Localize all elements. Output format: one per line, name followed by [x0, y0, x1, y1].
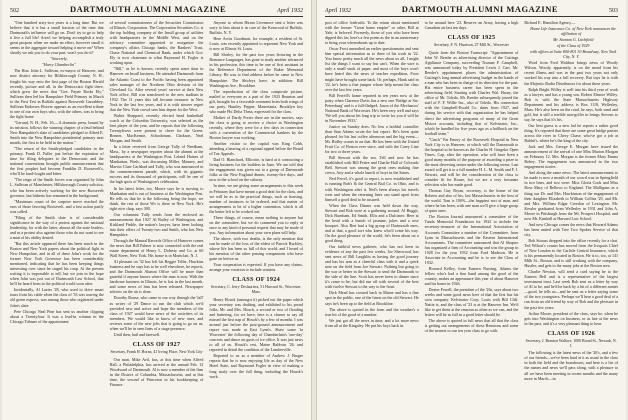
paragraph: Dick Mead has crossed back in Maine and has a fine spot in the public, one of the finest on the old Stewart. He says he's been up to the field at Brookline. [325, 290, 419, 306]
class-secretary-1927: Secretary, Frank H. Horan, 41 Irving Place, New York City [110, 349, 203, 354]
paragraph: "Filing of the Smith slate is of considerable significance in the way of a protest against the national leadership, for with the latter, almost all the state leaders, and as a protest also against those who do not want to see a man of his ability denied. [10, 214, 104, 240]
paragraph: Our faithful news gatherer, who has not been in evidence of any the past few weeks, Joe Sherwood, has sent news of Bill Laughlin as having the good journey and has his arm as a cheerful class with it and a quick note on the field from Joe Stewart. Nothing but going to the war or better in the Stewart to send the Dartmouth to the side of the line. Scott has never been to dinner since it's come to be, but did run off with several of the best with twelve Stewart to the way to the front. [325, 244, 419, 290]
paragraph: Mother of Dardy Porter there are in the movies, says the class is going to receive a choice in Washington recently, where they were for a few days in connection with a convention of the Commercial bankers by the Boston lawyer was working. [209, 114, 304, 141]
paragraph: Justice on Sunday does. No less a faithful controller than Stan Adams wrote the last report. He's been quite pleased for his last coffee afternoon and the big event—Mr. Ridley comes in on that. He has been with the United Fruit Co. of Boston ever since, and with the Carey Line for two or three years. [325, 123, 419, 155]
paragraph: Pete Chicago Neal Pine has sent us another clipping about a Twentyfour. It was a lead-in column in the Chicago Tribune of the appointment [10, 308, 104, 324]
paragraph: of the Class of 1929 [556, 43, 590, 49]
paragraph: "One hundred sixty-two years is a long time. But we believe that it is but a small fraction of the time that Dartmouth's influence will go on. Don't try to go to help it live a full life! Aren't we helping accomplish a truly great purpose when we make an effort, however small it seems in the aggregate toward helping it move on? When shortly we ask you to do your part, won't you do it? [10, 20, 104, 56]
left-column-3 [209, 20, 303, 388]
paragraph: Through the Manual Records Office of Hanover comes the news that Bill Palmer is now connected with the real estate department of Henry L. Doherty and Co. at 60 Wall Street, New York. His home is in Montclair, N. J. [109, 237, 204, 259]
left-page-date: April 1932 [277, 8, 303, 14]
class-secretary-1926: Secretary, J. Branton Wallace, 1000 Broad St., Newark, N. J. [525, 338, 617, 348]
paragraph: "Gerund, N. H., Feb. 16.—A dramatic press, bound by its mission, follows the winning chapter of a feud behind New Hampshire's slate of candidates pledged to Alfred E. Smith into the New Hampshire presidential primary next month, the first to be held in the nation." [10, 119, 104, 146]
paragraph: Quote from the Boston Transcript: "Appointment of John W. Reeder as advertising director of the Cuttings Appliance Company, succeeding Truman F. Campbell, was announced today by President Lewis J. Carr. Mr. Reeder's appointment places the administration of Cuttings's long annual advertising budget in the hands of a man who has been in charge of its direction for the past. His entire business career has been spent in the advertising field. Starting with Charles Wal. Haury, the office of Mr. Toledo, Mr. Reeder subsequently joined the staff of F. F. Willie Inc., also of Toledo. His connection with the Campbell-Ewald Co. dates from 1927, and during his service with that organization he has helped direct the advertising programs of many of the Great Motors accounts, including that of Kelvinator, Inc., which he handled for five years ago as a halfback on the football team." [424, 49, 519, 136]
paragraph: Charlie Newton, will send a card saying he to the Eastern Bell and is a representative of the largest investment trust. Last week Bob sent us a letter by way of Al to be, and he'd be back by a bit of a different matter—good, he tells us—and he sent us a letter saying some of the two youngsters. Perhaps we'll hear a good deal of a run from an old friend by way of Bob and the pleasure in the past few years. [524, 269, 619, 310]
right-page-date: April 1932 [325, 8, 351, 14]
paragraph: Thomas Guy Bryan, secretary, is the home of the Roberts and also of his, last Massachusetts in the best of the world. Tom is 100%—the happiest sort of man, and where he has been, with one man we'll give a large group of quiet ones. [424, 188, 519, 214]
paragraph: Richard E. Hamilton Agency— [524, 20, 576, 25]
paragraph: The following is the latest news of the '26's, and a few of our friends—we've been hard at it as usual in the class in both the field and the boardroom, and here is a list of the names and news we'll pass along, with a pleasure to all we have been meeting in recent months and the many more in March—in [524, 350, 619, 381]
right-column-3 [524, 20, 618, 382]
paragraph: We just got all the news in time, and a lot more news from all at the Kingsley. He put his boys back in. [325, 317, 419, 328]
paragraph: Oscar Frost unearthed an earlier questionnaire and sent him special information as to three of his work in '22. You know pretty much all the news about us all, I might list the things I want to say but can't. When the wire is only a small stack of paper, and most of the boys won't have heard this the news of teacher expedition, Frost might have brought some back. Or, perhaps, Hank said in '22, he's been a fine jumper whose help meant the class over the last few years. [325, 46, 419, 92]
paragraph: "Cinch" Pat Emery of the Roosevelt Hospital in New York City is in Hanover, at which will the Dartmouth to the hospital to be known as the Charles H. Gingelor Open Times. Cap, after the operation, who will have been a good many months of the purpose of awarding a prize to the most deserving senior under the following terms: Last award will get it to a full number H. L. M. Smith and F. J. Stewart, and will be the consideration of the class to consider fit for Rouse, but we are a very fortunate selection who has made good. [424, 136, 519, 188]
class-heading-1925: CLASS OF 1925 [447, 34, 496, 42]
paragraph: In a letter received from George Tully of Needham, Mass., by a newspaper reporter about the alumni at the headquarters at the Washington Post, Leland Haines of Manhattan, Wash., was discussing Miller, Mauney, and Marvin Clute Carlsbad and Tully, who was announced in the commencement parade, which, with its gigantic success and its thousand of participants, will be one of the high spots of Washington's celebration. [109, 144, 204, 185]
paragraph: Until then, hail and farewell. [113, 331, 161, 337]
letter-signature: "Harry Chamberlin" [42, 62, 76, 68]
paragraph: Anyone to whom Hiram Livermore sent a letter was sorry to him about it in care of the Kenwood of Buffalo, Buffalo, N. Y. [209, 20, 304, 36]
paragraph: And along the same news: The latest announcement to be made is now a month of our crowd was in Springfield in two lines, and two were: Miss Gloria Cook and Miss Rose Mary of Bellows to England. The Mulligans as a thing our Dr. and Mrs. Hawkinson of the engagement of their daughter Elizabeth to William Collins '29, and Mr. and Mrs. William Edgar Creedon of Lexington. Mr. Kessler graduated from Wellesley in 1931 and John A. Moore in Pittsburgh from the Mt. Prospect Hospital, and now Mr. Kimball at Harvard Law School. [524, 170, 619, 221]
paragraph: Bill Ferrell's home reported in ten years now at the pasty when Clarence Davis has a new one 'Bridge at Ste. Petersburg' and is a full-fledged, Jason of the Mechanics' National Bank of Worcester. He's been very well and says 'We tell you about his long trip to write for you if will be in November 1933.' [325, 92, 419, 123]
paragraph: Your cooperation is expected. If you have any claims, arrange your vacation to include reunion. [209, 262, 304, 273]
left-columns [10, 20, 303, 388]
left-page-title: DARTMOUTH ALUMNI MAGAZINE [69, 4, 227, 14]
left-column-1 [10, 20, 104, 388]
paragraph: The above is quoted in the form and the weather's a true bit of the good of a number. [325, 306, 419, 317]
paragraph: Another visitor to the capital was King Cobb, attending a hearing of a regional appeal before the Board of Tax Appeals. [209, 141, 304, 157]
paragraph: Bill Shirley, for the past two years lecturing in the Romance Languages, has gone to study another advanced in his profession, this time to be one of first assistant in the Reference Department of the Baker Memorial Library. He was to find address before he came to New Hampshire. The Shirleys have, in addition: Bill Washington Ave., Brookline. [209, 52, 304, 88]
paragraph: Walter Sheppard, recently elected head basketball coach at the Columbia University, was selected as the best player of the year, and he reports that the following Twentyfivers were present to cheer for the Green: Bonner, MacKenzie, Schocktman, Clarkson, Neal Morgan, and Smith. [109, 112, 204, 144]
paragraph: "The reign of the Smith forces was organized by John L. Sullivan of Manchester, Hillsborough County solicitor, who has been actively working for the new Roosevelt governor, but hitherto has remained in the background. [10, 177, 104, 198]
right-page [316, 0, 626, 420]
paragraph: Jack and Mrs. George E. Morgan have issued the announcement of the arrival of one Miss Marion Morgan on February 12. Mrs. Morgan is the former Mary Emma Robey. The engagement was announced in the two engagement stories. [524, 144, 619, 170]
letter-closing: "Sincerely, [50, 56, 68, 62]
paragraph: The Boston Journal announced a committee of the Tanda Memorial Foundation for 1932 to include the secretary-treasurer of the International Association of Accounts Committee a number of the Committee, from Lynn in Massachusetts and the Eastern International Accountants. The committee announced that Al Shapiro has organized a firm of Accounting and was the group in 1928 for the year 1932 from Ford Madison. He is Associate in Accounting and he is to see the Class of 1932. [424, 214, 519, 265]
paragraph: "But this article appeared there has been much in the Boston and New York papers about the political fight in New Hampshire, and in all of these John's work for the former New York Governor has been considerably mentioned, indicating that he has been keeping things interesting over since he staged his coup. At the present writing it is impossible to tell, but we join in the hope when John was just out of Dartmouth Law School, that he'll be heard from in the political world soon after. [10, 240, 104, 287]
left-page-number: 502 [10, 8, 19, 14]
right-page-title: DARTMOUTH ALUMNI MAGAZINE [401, 4, 559, 14]
right-columns [325, 20, 618, 382]
paragraph: Arthur Moore, president of the class, says he, when he gets into Washington on business, or as late at the news in the past, and it's a very pleasant thing to hear. [524, 310, 619, 326]
class-heading-1927: CLASS OF 1927 [132, 340, 181, 348]
paragraph: Here Arvin Goodman, for example, a resident of St. Louis, was recently appointed to represent New York and is now at Illinois St. Louis. [209, 36, 304, 52]
paragraph: Al pleasant on '32 has left his Reggie Teller, Hawkins business and he says has to be well elsewhere, he reports, and the Dartmouth Alumni Office will be more than grateful if anyone knows where the man is now. With the hardware business in Illinois, he is lost in the last month, and some news of him has been released. Newspaper advices on the air is done. [109, 259, 204, 295]
paragraph: In time, we are giving some arrangements to this week in February that have meant a good deal for the class, and we will be as to the practical things, such as housing, number of instances to be ordered, and that matter of arrangements to be of a higher contention, which is all the better left to be worked out. [209, 183, 304, 214]
paragraph: Our columnist Tully sends from the enclosed an announcement that 1927 Al Bailey of Washington, and Kirkland Finkle, the nation's lawyer, have been looking into their offers of Twenty-two and Smith, who has New Hampshire. [109, 211, 204, 237]
left-page-header [10, 4, 303, 17]
paragraph: Henry Houck (amongst it) picked out the paper which your secretary was drafting, and exhibited to his proud folks, Mr. and Mrs. Houck, a second or two of flooding and buttering, for we have, here is a chance to say all missed the first nap of Houck's by a few of months. I was around just before the post-ground announcement and report was made at East Lynn's. Shaw some 'in Worcester' the following day of Chamberlain's 'one-day' concerts and dance on gusts of ice office. It was just news to all of us. Houck's rest, Maine Baldwin '26, and reported in detail the condition of the Lumberville. [209, 296, 304, 353]
paragraph: Dorothy Rouse, who came to our way through the 'fall' as writer of '29 Dance to run the club which we'd provided new and active and hope the members of the class of 1927 would have news of the activities of its members. We would like to know of new ones, and reviews some of the new jobs that is going to go on us, when we'll be in seen lines of a stage presence. [109, 295, 204, 331]
paragraph: Home Life Insurance Co. of New York announces the affiliation of [530, 26, 617, 37]
paragraph: Bob Strauss dropped into the office recently for a chat. Ted Wilson's cousin has moved from the Iroquois Chief of New London to the Carlisle Central Insurance, which is his permanently located in Boston. He is to, too, at 141 Milk St., Boston, and is still working with the company, Hustler, and gets to the many jobs at the Boston area. [524, 237, 619, 269]
paragraph: Word from Fred Waldron brings news of Woody Wilson. Woody, apparently, is on the mend from his recent illness and was in the past two years not only worked his way into a full recovery. But says he is with the Majestic Radio Distributors for about these years. [524, 60, 619, 86]
paragraph: Incidentally, Al Lazier '28, who used to drive smart tours from his cable when the class of '33 was touring the old green express, was among those who registered under John's slate. [10, 287, 104, 308]
paragraph: The above, with two deaths, is the only mention that can be made of the loss of the eldest of Patrick Buckley, whose life has been so full of this world, and I heard of his mention of the other passing companions who have gone on before us. [209, 235, 304, 262]
paragraph: Ralph Bright Willey is well into his third year of work as a lawyer, and has a young son. Robert Elmore Willey. Bob is with the State Massachusetts Highway Department and his address is Box 1118, Wellesley, Mass. He's also been on the road, he says, both sand and golf, but is still a terrible non-golfer in brings Stevens to say, he says that it's his. [524, 86, 619, 122]
right-column-1 [325, 20, 419, 382]
paragraph: Mr. Stanton G. Litchfield [553, 37, 594, 43]
paragraph: post of office forthwith. To the return about mentioned with the former "Great home empire" or other, Bill at Yale, is beloved. Formerly, those of you who have been dipped this far, here's a few poem as the in an anniversary to bring your whereabouts up to date. [325, 20, 419, 46]
class-secretary-1924: Secretary, C. Jerry Deslauriers, 51 Harvard St., Worcester, Mass. [210, 285, 302, 295]
paragraph: Reported to us as a member of Andrew J. Barger reports that he is now enjoying life as day of the New Hotel State, and Raymond Fogler in view of making a long study over the full thing, including the Houck's work. [209, 353, 304, 379]
left-page [2, 0, 312, 420]
paragraph: And now Chicago comes the news that Howard Adams has been united with Tree Two Spokes Service of that city. [524, 221, 619, 237]
paragraph: Our man, Mike Avil, has, at this time when Alfred Hall, a Philadelphia, has arrived at the annual Feb. 12 Woodward of Dartmouth. Al is now a member of the firm in the District of Columbia, Massachusetts, and at this time, the second of Princeton in his bookkeeping of Finance. [109, 356, 204, 387]
paragraph: The reproduction of the class composite picture, mailed to everyone as a part of the 1923 Reunion and gift, brought for a favorable comment from both wings of our party. Huntley Pepper, Mauretania, Brooklyn boy who made Phi Delta Theta, expressed for the class. [209, 88, 304, 114]
paragraph: The above is quoted in full news that all that the class is getting out arrangements of these Reunions and some of the nearest to our ten year class to go with. [424, 318, 519, 334]
class-heading-1924: CLASS OF 1924 [232, 276, 281, 284]
paragraph: When the Class Dinner was held down the way, Stewart and Bob were at a gathering around. Al Buggit, Dick Burnham, Ed Smith, Ellis and a Dulcimer. Here at the head with a bunch of jasmine, jokes and a rose bouquet. Also Bert had a big group of Dartmouth ones, and at that, a good sort who knew who'd come his way. On the good pleasure of the world, he's been about on a good thing. [325, 202, 419, 243]
paragraph: Bill Stewart with the sea. Tell and now he has established with Bill Pettee and Charlie Hall of Colorado Bell. Stewart was among the great ones making fine crews, Arty and a whole bunch of boys in the States. [325, 155, 419, 176]
paragraph: These things, of course, mean nothing to anyone but on the committee, but we do commend you to reply at once to any kind of personal request that may be made of you. Any information about your own plans will help. [209, 214, 304, 235]
paragraph: Dad O. Blanchard, Ellicotte, is hard at it contracting a living business for the builders in June. We are told that the engagement was given out to a group of Dartmouth folks at the New England dinner, twenty-five days, and now in the school on the subway. [209, 157, 304, 183]
class-heading-1926: CLASS OF 1926 [547, 329, 596, 337]
paragraph: "Bill," as he is known, recently spent some time in Hanover on Insull business. He attended Dartmouth from the Atlantic Coast to the Pacific having been appointed sales manager of the Northern Ohio division of the Cleveland Co. After several years' service at their New York office, Bill was transferred to the new stadium in 1932. The 11 years this fall became treasurer in New York in the last few years, and it is with sincere regret that the New York crowd sees him depart for the West. [109, 66, 204, 112]
paragraph: with offices at Suite 800-801 30 Broadway, New York City, N. Y. [530, 49, 617, 60]
right-page-header [325, 4, 618, 17]
paragraph: Dexter Ferrell, the president of the '26s, says about two weeks and some good news here of that the first has his own company. Kelvinator Corp. Louis with Bill Cliff. Nattie is, and the class of '23 is at the Hanover Inn. We'd like to get them at the reunion as often as we can, and the letters will be as full as a good letter should be. [424, 287, 519, 318]
paragraph: The Hon. John L. Sullivan, ex-mayor of Hanover, and now district attorney for Hillsborough County, N. H., fought his way onto the first page of the Boston Herald recently, picture and all, in the Democratic fight there, which grew the news that "Gov. Payne Backs Ely." Sullivan then led his Hampshire Field Primary in March to the First Test in Buffalo against Roosevelt Garrabhey. Sullivan Endorses Hoover appears as an excellent tribute to one of our own boys who, with the others, was to bring the fight home. [10, 68, 104, 119]
left-column-2 [110, 20, 204, 388]
paragraph: to be around here '23. Reserve an Army, having a high Canadian air last ten days. [424, 20, 519, 31]
paragraph: In his latest letter, too, Moore says he is moving to Manhattan and is out of business at the Washington Post. He tells us that he is the following being the hope, we think, the rest of those Wo is there in New York. He's right nice chap, says 300. [109, 185, 204, 211]
right-column-2 [425, 20, 519, 382]
paragraph: Our best guess is a new lad he reports a rather good thing. It's reported that there are some great bridge parties across the river in Chevy Chase, who've got a job at Rabbit's, where he's the king of the city. [524, 122, 619, 144]
paragraph: of several commissioners of the Securities Commission of Illinois. Corporation. The Corporation Securities Co. is the top holding company of the Insull group of utilities with headquarters in the Middle West, and on the advisory committee appointed to reorganize the company's affairs Chicago banks, the Bankers' Trust, Chase National and Chemical Bank, under which Gov. Ely is now chairman to what Raymond H. Fogler is working upon. [109, 20, 204, 66]
paragraph: Ned Ferrel, it's good to report, is now established and is running Bob's & the Central Rail Co. in Ohio, and is with Washington after it. Ned's been always his travels west and when the returning lines can stand apart from himself a good deal to be assured. [325, 176, 419, 202]
paragraph: "Maximum count of the surprise move reached the ears of those favoring Roosevelt, and a fast action partly was called. [10, 198, 104, 214]
paragraph: "The return of the Smith-pledged candidates in the primary, Frank D. Fuller just before the expiration of time for filing delegates to the Democratic and the national conventions brought public announcement that the first prophet had become Franklin D. Roosevelt's, who'll be hard-fought and bitter. [10, 146, 104, 177]
class-secretary-1925: Secretary, F. N. Harrison, 27 Mill St., Worcester [434, 43, 509, 48]
paragraph: Howard Kelley, from Eastern Nursing, Adams the fellow who's had a fine hand among the good of the country, makes an appearance this year of about Hanover and his home in 1926. [424, 265, 519, 286]
right-page-number: 503 [608, 8, 618, 14]
